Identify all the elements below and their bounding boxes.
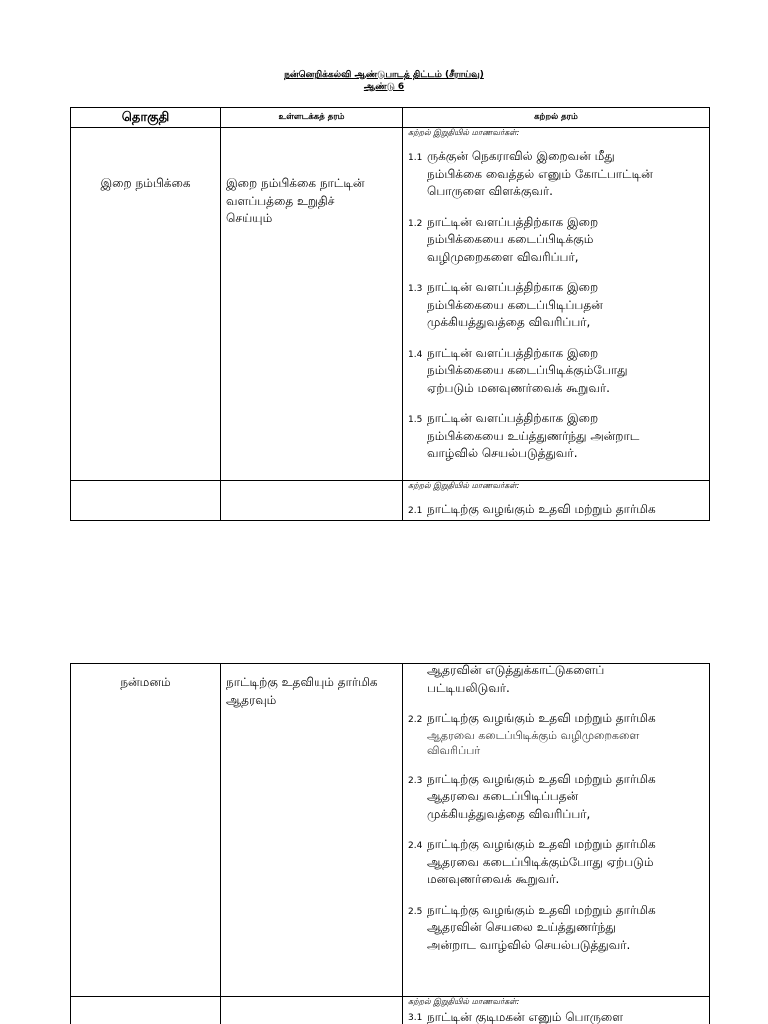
content-standard-line: நாட்டிற்கு உதவியும் தார்மிக — [226, 675, 378, 689]
learning-outcome-1-1 — [408, 148, 705, 201]
learning-outcome-2-2 — [408, 710, 705, 758]
outcome-line: ஆதரவை கடைப்பிடிப்பதன் — [427, 789, 579, 803]
content-standard-line: வளப்பத்தை உறுதிச் — [226, 193, 335, 208]
learning-outcome-2-1 — [408, 501, 705, 519]
header-content-standard-label: உள்ளடக்கத் தரம் — [278, 112, 345, 122]
outcome-line: வாழ்வில் செயல்படுத்துவர். — [427, 446, 578, 460]
curriculum-table-2 — [70, 663, 710, 1024]
outcome-line: நாட்டின் வளப்பத்திற்காக இறை — [427, 280, 599, 294]
topic-cell — [70, 663, 221, 997]
outcome-line: ஆதரவின் எடுத்துக்காட்டுகளைப் — [427, 663, 605, 677]
outcome-line: நாட்டின் வளப்பத்திற்காக இறை — [427, 411, 599, 425]
header-cell-topic — [70, 107, 221, 128]
outcome-line: பட்டியலிடுவர். — [427, 680, 510, 695]
learning-standard-cell — [402, 663, 710, 997]
outcome-line: மனவுணர்வைக் கூறுவர். — [427, 872, 560, 886]
learning-standard-intro: கற்றல் இறுதியில் மாணவர்கள்: — [408, 128, 520, 137]
document-title: நன்னெறிக்கல்வி ஆண்டுபாடத் திட்டம் (சீராய்வு) — [284, 70, 484, 80]
learning-standard-cell — [402, 480, 710, 521]
outcome-line: நாட்டிற்கு வழங்கும் உதவி மற்றும் தார்மிக — [427, 502, 656, 516]
outcome-line: நாட்டிற்கு வழங்கும் உதவி மற்றும் தார்மிக — [427, 837, 656, 851]
learning-outcome-2-5 — [408, 902, 705, 955]
outcome-line: நம்பிக்கை வைத்தல் எனும் கோட்பாட்டின் — [427, 166, 653, 181]
topic-text: நன்மனம் — [120, 675, 171, 689]
outcome-number: 2.4 — [408, 841, 423, 851]
outcome-number: 1.4 — [408, 349, 423, 360]
outcome-line: பொருளை விளக்குவர். — [427, 184, 553, 198]
header-learning-standard-label: கற்றல் தரம் — [534, 112, 578, 122]
document-subtitle: ஆண்டு 6 — [363, 82, 405, 92]
learning-outcomes-list — [408, 1011, 705, 1024]
outcome-number: 2.2 — [408, 715, 423, 725]
continued-outcome-2-1 — [408, 663, 705, 697]
outcome-line: ருக்குன் நெகராவில் இறைவன் மீது — [427, 149, 615, 163]
outcome-line: ஆதரவை கடைப்பிடிக்கும்போது ஏற்படும் — [427, 854, 654, 869]
learning-standard-cell — [402, 127, 710, 481]
learning-outcome-2-3 — [408, 771, 705, 824]
header-topic-label: தொகுதி — [121, 109, 170, 125]
learning-outcome-1-2 — [408, 214, 705, 267]
outcome-number: 1.5 — [408, 415, 423, 425]
content-standard-cell — [220, 663, 403, 997]
learning-standard-intro: கற்றல் இறுதியில் மாணவர்கள்: — [408, 997, 520, 1006]
learning-outcomes-list — [408, 501, 705, 519]
outcome-line: ஆதரவை கடைப்பிடிக்கும் வழிமுறைகளை — [427, 728, 640, 742]
outcome-number: 1.1 — [408, 153, 423, 163]
learning-outcomes-list — [408, 710, 705, 954]
learning-standard-intro: கற்றல் இறுதியில் மாணவர்கள்: — [408, 481, 520, 490]
header-cell-learning-standard — [402, 107, 710, 128]
outcome-number: 2.1 — [408, 506, 423, 516]
learning-outcome-1-5 — [408, 410, 705, 463]
outcome-line: ஆதரவின் செயலை உய்த்துணர்ந்து — [427, 920, 616, 934]
outcome-number: 2.5 — [408, 906, 423, 917]
content-standard-line: செய்யும் — [226, 211, 273, 225]
outcome-line: நம்பிக்கையை உய்த்துணர்ந்து அன்றாட — [427, 428, 640, 443]
content-standard-line: ஆதரவும் — [226, 692, 277, 707]
outcome-line: நம்பிக்கையை கடைப்பிடிக்கும்போது — [427, 363, 628, 377]
outcome-line: நாட்டிற்கு வழங்கும் உதவி மற்றும் தார்மிக — [427, 711, 656, 725]
outcome-line: நாட்டிற்கு வழங்கும் உதவி மற்றும் தார்மிக — [427, 771, 656, 786]
learning-outcome-2-4 — [408, 836, 705, 889]
outcome-number: 3.1 — [408, 1013, 423, 1023]
outcome-line: நம்பிக்கையை கடைப்பிடிக்கும் — [427, 232, 594, 246]
learning-outcome-3-1 — [408, 1011, 705, 1024]
content-standard-cell — [220, 480, 403, 521]
outcome-line: அன்றாட வாழ்வில் செயல்படுத்துவர். — [427, 937, 631, 952]
topic-text: இறை நம்பிக்கை — [100, 176, 191, 190]
learning-outcome-1-3 — [408, 279, 705, 332]
header-cell-content-standard — [220, 107, 403, 128]
outcome-number: 1.3 — [408, 284, 423, 294]
curriculum-table-1 — [70, 107, 710, 521]
outcome-line: நாட்டின் வளப்பத்திற்காக இறை — [427, 345, 599, 360]
outcome-line: நாட்டின் குடிமகன் எனும் பொருளை — [427, 1011, 624, 1024]
content-standard-cell — [220, 127, 403, 481]
outcome-line: நாட்டின் வளப்பத்திற்காக இறை — [427, 214, 599, 229]
outcome-line: முக்கியத்துவத்தை விவரிப்பர், — [427, 315, 591, 329]
content-standard-cell — [220, 996, 403, 1024]
outcome-number: 2.3 — [408, 775, 423, 786]
learning-outcome-1-4 — [408, 345, 705, 398]
topic-cell — [70, 127, 221, 481]
outcome-line: விவரிப்பர் — [427, 743, 481, 757]
topic-cell — [70, 996, 221, 1024]
outcome-line: வழிமுறைகளை விவரிப்பர், — [427, 249, 579, 264]
outcome-line: நம்பிக்கையை கடைப்பிடிப்பதன் — [427, 297, 603, 312]
outcome-line: நாட்டிற்கு வழங்கும் உதவி மற்றும் தார்மிக — [427, 902, 656, 917]
content-standard-line: இறை நம்பிக்கை நாட்டின் — [226, 176, 365, 190]
outcome-line: ஏற்படும் மனவுணர்வைக் கூறுவர். — [427, 380, 610, 395]
topic-cell — [70, 480, 221, 521]
outcome-line: முக்கியத்துவத்தை விவரிப்பர், — [427, 806, 591, 821]
learning-outcomes-list — [408, 148, 705, 463]
outcome-number: 1.2 — [408, 218, 423, 229]
learning-standard-cell — [402, 996, 710, 1024]
